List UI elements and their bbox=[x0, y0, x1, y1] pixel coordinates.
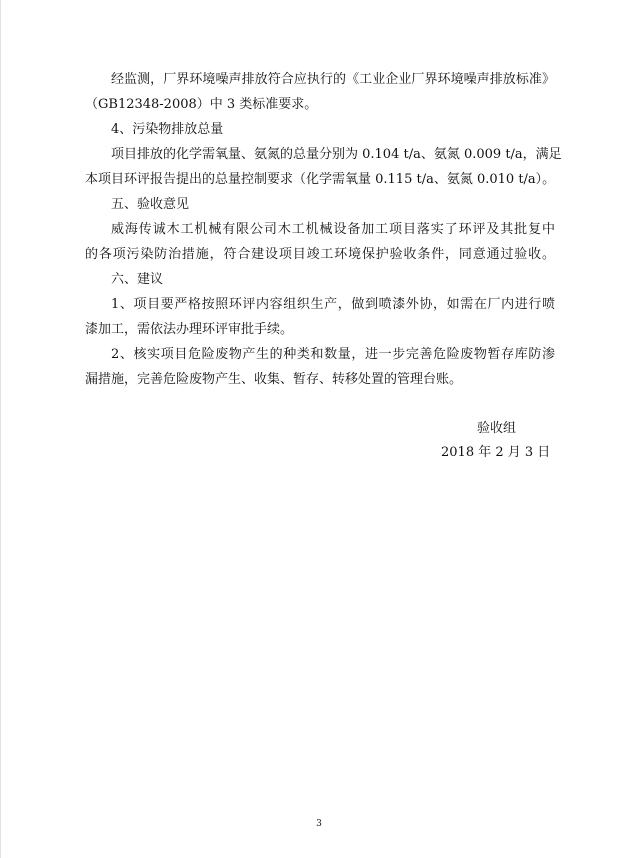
signature-date: 2018 年 2 月 3 日 bbox=[441, 445, 551, 460]
page-number: 3 bbox=[316, 819, 322, 829]
heading-pollutant-total: 4、污染物排放总量 bbox=[111, 122, 224, 137]
document-body bbox=[85, 67, 562, 392]
heading-suggestions: 六、建议 bbox=[111, 272, 164, 287]
paragraph-line-acceptance-pass: 的各项污染防治措施，符合建设项目竣工环境保护验收条件，同意通过验收。 bbox=[85, 247, 555, 262]
paragraph-line-noise-monitoring: 经监测，厂界环境噪声排放符合应执行的《工业企业厂界环境噪声排放标准》 bbox=[111, 72, 555, 87]
paragraph-line-total-control: 本项目环评报告提出的总量控制要求（化学需氧量 0.115 t/a、氨氮 0.010 t/a）。 bbox=[85, 172, 556, 187]
paragraph-line-suggestion-1a: 1、项目要严格按照环评内容组织生产，做到喷漆外协，如需在厂内进行喷 bbox=[111, 297, 555, 312]
paragraph-line-suggestion-2a: 2、核实项目危险废物产生的种类和数量，进一步完善危险废物暂存库防渗 bbox=[111, 347, 555, 362]
signature-group: 验收组 bbox=[477, 421, 517, 436]
paragraph-line-suggestion-1b: 漆加工，需依法办理环评审批手续。 bbox=[85, 322, 294, 337]
paragraph-line-noise-standard: （GB12348-2008）中 3 类标准要求。 bbox=[85, 97, 318, 112]
heading-acceptance-opinion: 五、验收意见 bbox=[111, 197, 190, 212]
paragraph-line-suggestion-2b: 漏措施，完善危险废物产生、收集、暂存、转移处置的管理台账。 bbox=[85, 372, 463, 387]
paragraph-line-company-project: 威海传诚木工机械有限公司木工机械设备加工项目落实了环评及其批复中 bbox=[111, 222, 555, 237]
paragraph-line-emission-totals: 项目排放的化学需氧量、氨氮的总量分别为 0.104 t/a、氨氮 0.009 t/a，满足 bbox=[111, 147, 562, 162]
